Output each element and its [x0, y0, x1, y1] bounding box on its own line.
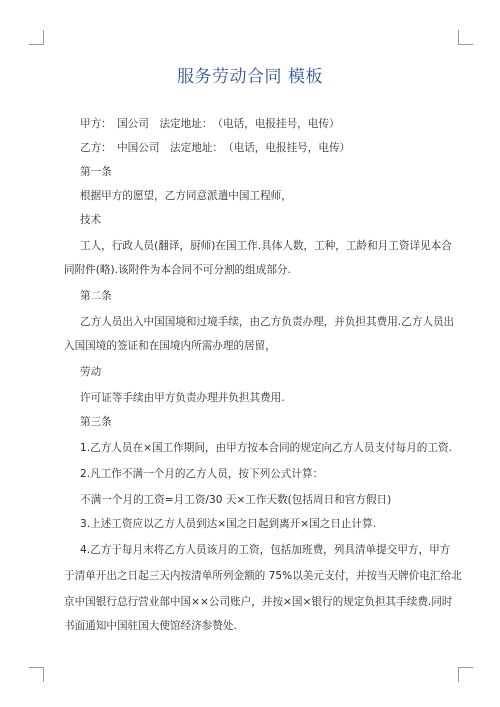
- article-3-heading: 第三条: [80, 416, 112, 428]
- paragraph-line: 技术: [80, 214, 102, 226]
- clause-3: 3.上述工资应以乙方人员到达×国之日起到离开×国之日止计算.: [80, 518, 377, 530]
- paragraph-line: 书面通知中国驻国大使馆经济参赞处.: [64, 620, 237, 632]
- crop-mark-top-right: [458, 30, 473, 45]
- paragraph-line: 工人，行政人员(翻译，厨师)在国工作.具体人数，工种，工龄和月工资详见本合: [80, 240, 452, 252]
- crop-mark-bottom-right: [458, 667, 473, 682]
- clause-4: 4.乙方于每月末将乙方人员该月的工资，包括加班费，列具清单提交甲方，甲方: [80, 544, 451, 556]
- paragraph-line: 于清单开出之日起三天内按清单所列金额的 75%以美元支付，并按当天牌价电汇给北: [64, 570, 462, 582]
- formula-line: 不满一个月的工资=月工资/30 天×工作天数(包括周日和官方假日): [80, 494, 392, 506]
- article-2-heading: 第二条: [80, 290, 112, 302]
- paragraph-line: 劳动: [80, 366, 102, 378]
- paragraph-line: 同附件(略).该附件为本合同不可分割的组成部分.: [64, 264, 291, 276]
- clause-2: 2.凡工作不满一个月的乙方人员，按下列公式计算：: [80, 468, 324, 480]
- document-title: 服务劳动合同 模板: [177, 67, 323, 87]
- article-1-text: 根据甲方的愿望，乙方同意派遣中国工程师，: [80, 190, 292, 202]
- paragraph-line: 乙方人员出入中国国境和过境手续，由乙方负责办理，并负担其费用.乙方人员出: [80, 316, 455, 328]
- paragraph-line: 入国国境的签证和在国境内所需办理的居留，: [64, 340, 276, 352]
- party-b-line: 乙方： 中国公司 法定地址： （电话，电报挂号，电传）: [80, 142, 351, 154]
- party-a-line: 甲方： 国公司 法定地址： （电话，电报挂号，电传）: [80, 118, 340, 130]
- crop-mark-top-left: [29, 30, 44, 45]
- paragraph-line: 京中国银行总行营业部中国××公司账户，并按×国×银行的规定负担其手续费.同时: [64, 596, 453, 608]
- crop-mark-bottom-left: [29, 667, 44, 682]
- clause-1: 1.乙方人员在×国工作期间，由甲方按本合同的规定向乙方人员支付每月的工资.: [80, 442, 452, 454]
- article-1-heading: 第一条: [80, 166, 112, 178]
- paragraph-line: 许可证等手续由甲方负责办理并负担其费用.: [80, 392, 285, 404]
